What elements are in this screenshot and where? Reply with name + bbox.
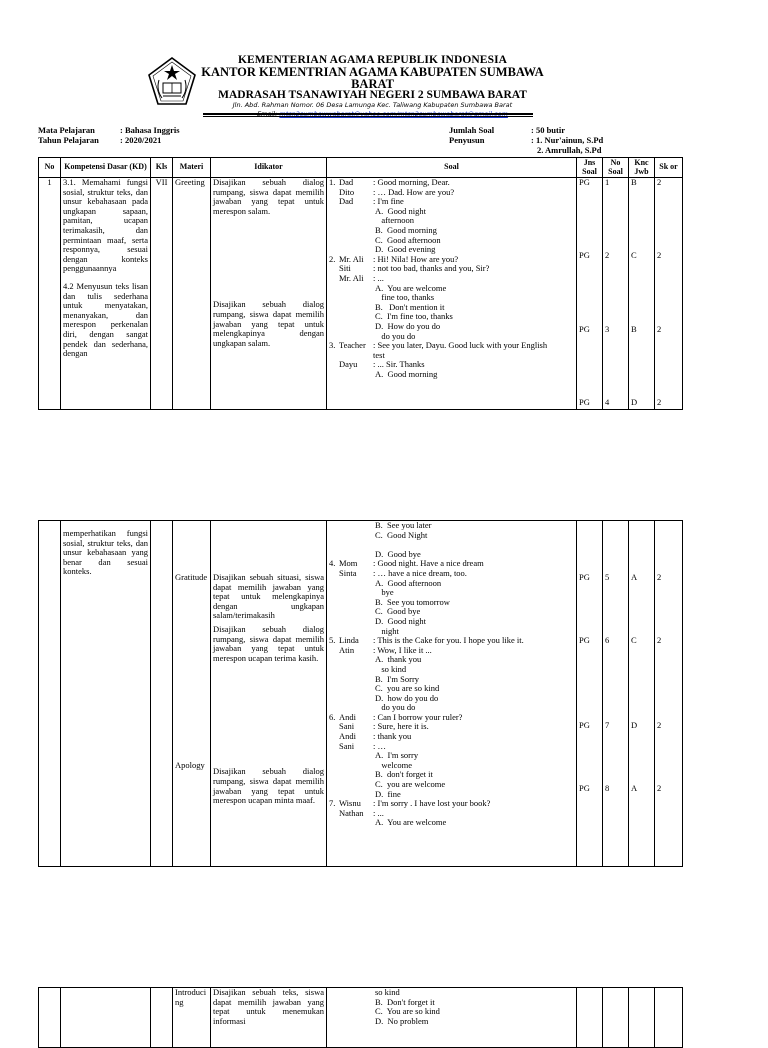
answer-option: A. You are welcome <box>375 817 447 828</box>
answer-key-knc: C <box>631 635 637 645</box>
question-number <box>329 722 339 732</box>
dialog-line <box>329 742 574 752</box>
question-number: 6. <box>329 711 336 722</box>
letterhead <box>200 55 545 119</box>
kd-text-1: 3.1. Memahami fungsi sosial, struktur teks, dan unsur kebahasaan pada ungkapan sapaan, pamitan, ucapan terimakasih, dan permintaan maaf, serta responnya, sesuai dengan konteks penggunaannya <box>63 177 148 274</box>
answer-key-jns: PG <box>579 397 590 407</box>
answer-key-jns: PG <box>579 720 590 730</box>
ministry-title: KEMENTERIAN AGAMA REPUBLIK INDONESIA <box>237 54 508 66</box>
utterance: : … <box>373 740 386 751</box>
dialog-line <box>329 188 574 198</box>
utterance: : Can I borrow your ruler? <box>373 711 463 722</box>
answer-option: B. don't forget it <box>375 769 433 780</box>
indikator-3: Disajikan sebuah dialog rumpang, siswa dapat memilih jawaban yang tepat untuk merespon ucapan minta maaf. <box>213 766 324 806</box>
answer-option: do you do <box>375 702 416 713</box>
utterance: : ... <box>373 807 384 818</box>
question-number <box>329 197 339 207</box>
question-number <box>329 732 339 742</box>
answer-option: bye <box>375 587 394 598</box>
question-block <box>329 178 574 255</box>
table-row <box>39 178 683 410</box>
indikator-1: Disajikan sebuah situasi, siswa dapat memilih jawaban yang tepat untuk melengkapinya dengan ungkapan salam/terimakasih <box>213 572 324 621</box>
indikator-cell <box>211 521 327 867</box>
answer-key-knc: B <box>631 324 637 334</box>
col-indikator: Idikator <box>211 158 327 178</box>
header-row <box>39 158 683 178</box>
materi-gratitude: Gratitude <box>175 572 208 582</box>
question-block <box>329 559 574 636</box>
utterance: : Good night. Have a nice dream <box>373 558 484 569</box>
dialog-line <box>329 646 574 656</box>
office-title: KANTOR KEMENTRIAN AGAMA KABUPATEN SUMBAWA BARAT <box>201 65 544 91</box>
kls-cell <box>151 988 173 1048</box>
question-grid-page2 <box>38 520 683 867</box>
answer-option: B. Don't forget it <box>375 996 435 1007</box>
dialog-line <box>329 713 574 723</box>
utterance: : Hi! Nila! How are you? <box>373 253 459 264</box>
col-soal: Soal <box>327 158 577 178</box>
utterance: : This is the Cake for you. I hope you like it. <box>373 635 524 646</box>
question-number <box>329 742 339 752</box>
speaker: Andi <box>339 731 356 742</box>
answer-key-knc: D <box>631 397 638 407</box>
speaker: Atin <box>339 644 355 655</box>
question-grid-page3 <box>38 987 683 1048</box>
utterance: : thank you <box>373 731 412 742</box>
utterance: : … have a nice dream, too. <box>373 567 467 578</box>
speaker: Dito <box>339 186 355 197</box>
row-number <box>39 988 61 1048</box>
answer-option: B. Good morning <box>375 224 437 235</box>
speaker: Wisnu <box>339 798 361 809</box>
indikator-cell <box>211 178 327 410</box>
utterance: : Sure, here it is. <box>373 721 429 732</box>
kd-cell <box>61 178 151 410</box>
answer-option <box>329 540 574 550</box>
utterance: : I'm fine <box>373 196 404 207</box>
answer-option: A. Good morning <box>375 368 438 379</box>
question-block <box>329 713 574 799</box>
penyusun-2: 2. Amrullah, S.Pd <box>537 145 602 155</box>
answer-option: B. Don't mention it <box>375 301 445 312</box>
answer-option: D. No problem <box>375 1015 429 1026</box>
utterance: test <box>373 349 385 360</box>
answer-option: A. I'm sorry <box>375 750 419 761</box>
answer-key-jns: PG <box>579 250 590 260</box>
header-rule <box>203 113 533 115</box>
utterance: : I'm sorry . I have lost your book? <box>373 798 491 809</box>
answer-option: B. See you tomorrow <box>375 596 450 607</box>
answer-key-no: 4 <box>605 397 610 407</box>
question-grid-page1 <box>38 157 683 410</box>
table-row <box>39 521 683 867</box>
answer-option: D. How do you do <box>375 320 441 331</box>
col-kd: Kompetensi Dasar (KD) <box>61 158 151 178</box>
nosoal-cell <box>603 178 629 410</box>
answer-option: A. Good afternoon <box>375 577 442 588</box>
jns-cell <box>577 178 603 410</box>
dialog-line <box>329 351 574 361</box>
question-number <box>329 809 339 819</box>
speaker: Dayu <box>339 359 358 370</box>
col-knc: Knc Jwb <box>629 158 655 178</box>
answer-key-no: 5 <box>605 572 610 582</box>
answer-option: C. I'm fine too, thanks <box>375 311 453 322</box>
table-row <box>39 988 683 1048</box>
answer-key-jns: PG <box>579 177 590 187</box>
answer-option: C. you are so kind <box>375 683 440 694</box>
soal-cell <box>327 521 577 867</box>
dialog-line <box>329 360 574 370</box>
question-number: 5. <box>329 635 336 646</box>
dialog-line <box>329 732 574 742</box>
utterance: : ... <box>373 272 384 283</box>
col-no: No <box>39 158 61 178</box>
answer-option: C. Good Night <box>375 529 428 540</box>
materi-cell <box>173 521 211 867</box>
answer-key-jns: PG <box>579 783 590 793</box>
email-label: Email: <box>257 110 278 118</box>
answer-option: C. you are welcome <box>375 779 446 790</box>
col-materi: Materi <box>173 158 211 178</box>
speaker: Sani <box>339 721 355 732</box>
answer-option: D. Good evening <box>375 244 436 255</box>
answer-option: D. how do you do <box>375 692 439 703</box>
question-number: 2. <box>329 253 336 264</box>
answer-option: B. See you later <box>375 520 432 530</box>
school-address: Jln. Abd. Rahman Nomor. 06 Desa Lamunga Kec. Taliwang Kabupaten Sumbawa Barat <box>232 101 513 109</box>
speaker: Dad <box>339 196 354 207</box>
answer-option: D. Good night <box>375 615 426 626</box>
knc-cell <box>629 988 655 1048</box>
utterance: : See you later, Dayu. Good luck with your English <box>373 340 548 351</box>
speaker: Mom <box>339 558 358 569</box>
indikator-2: Disajikan sebuah dialog rumpang, siswa dapat memilih jawaban yang tepat untuk merespon ucapan terima kasih. <box>213 623 324 663</box>
dialog-line <box>329 264 574 274</box>
speaker: Mr. Ali <box>339 272 364 283</box>
dialog-line <box>329 274 574 284</box>
speaker: Teacher <box>339 340 366 351</box>
answer-key-knc: A <box>631 572 638 582</box>
col-kls: Kls <box>151 158 173 178</box>
answer-option: D. Good bye <box>375 548 421 559</box>
mapel-value: : Bahasa Inggris <box>120 125 180 135</box>
tahun-label: Tahun Pelajaran <box>38 135 99 145</box>
materi-apology: Apology <box>175 759 205 770</box>
answer-option: A. You are welcome <box>375 282 447 293</box>
info-left <box>38 125 180 145</box>
answer-key-no: 6 <box>605 635 610 645</box>
answer-key-skor: 2 <box>657 397 662 407</box>
answer-key-skor: 2 <box>657 635 662 645</box>
dialog-line <box>329 569 574 579</box>
knc-cell <box>629 521 655 867</box>
dialog-line <box>329 636 574 646</box>
answer-key-skor: 2 <box>657 250 662 260</box>
answer-option: fine too, thanks <box>375 292 435 303</box>
kd-cell: memperhatikan fungsi sosial, struktur teks, dan unsur kebahasaan yang benar dan sesuai konteks. <box>61 521 151 867</box>
speaker: Andi <box>339 711 356 722</box>
answer-key-jns: PG <box>579 324 590 334</box>
question-number <box>329 188 339 198</box>
tahun-value: : 2020/2021 <box>120 135 162 145</box>
question-number <box>329 646 339 656</box>
question-number: 1. <box>329 177 336 187</box>
answer-option: do you do <box>375 330 416 341</box>
answer-key-knc: A <box>631 783 638 793</box>
col-jns: Jns Soal <box>577 158 603 178</box>
answer-key-jns: PG <box>579 572 590 582</box>
answer-option: A. Good night <box>375 205 426 216</box>
utterance: : not too bad, thanks and you, Sir? <box>373 263 490 274</box>
answer-option: A. thank you <box>375 654 422 665</box>
speaker: Dad <box>339 177 354 187</box>
utterance: : Wow, I like it ... <box>373 644 432 655</box>
answer-key-no: 8 <box>605 783 610 793</box>
nosoal-cell <box>603 988 629 1048</box>
school-title: MADRASAH TSANAWIYAH NEGERI 2 SUMBAWA BARAT <box>218 89 527 101</box>
question-number: 7. <box>329 798 336 809</box>
utterance: : … Dad. How are you? <box>373 186 455 197</box>
kls-cell <box>151 521 173 867</box>
question-number: 4. <box>329 558 336 569</box>
answer-key-jns: PG <box>579 635 590 645</box>
skor-cell <box>655 521 683 867</box>
answer-key-knc: C <box>631 250 637 260</box>
penyusun-label: Penyusun <box>449 135 485 145</box>
answer-key-skor: 2 <box>657 324 662 334</box>
question-number <box>329 569 339 579</box>
speaker: Nathan <box>339 807 364 818</box>
kd-cell <box>61 988 151 1048</box>
kemenag-logo-icon <box>146 56 198 108</box>
question-block <box>329 636 574 713</box>
knc-cell <box>629 178 655 410</box>
dialog-line <box>329 799 574 809</box>
skor-cell <box>655 988 683 1048</box>
speaker: Linda <box>339 635 359 646</box>
info-right <box>449 125 603 155</box>
jumlah-label: Jumlah Soal <box>449 125 495 135</box>
answer-key-skor: 2 <box>657 177 662 187</box>
question-number <box>329 264 339 274</box>
question-number: 3. <box>329 340 336 351</box>
answer-key-no: 7 <box>605 720 610 730</box>
indikator-1: Disajikan sebuah dialog rumpang, siswa dapat memilih jawaban yang tepat untuk merespon salam. <box>213 177 324 216</box>
answer-option: so kind <box>375 987 400 997</box>
answer-option: C. You are so kind <box>375 1006 440 1017</box>
speaker: Siti <box>339 263 351 274</box>
jns-cell <box>577 988 603 1048</box>
answer-option: welcome <box>375 759 413 770</box>
answer-option: afternoon <box>375 215 414 226</box>
header-rule-thin <box>203 116 533 117</box>
speaker: Sinta <box>339 567 357 578</box>
mapel-label: Mata Pelajaran <box>38 125 95 135</box>
answer-option: night <box>375 625 399 636</box>
materi-cell: Greeting <box>173 178 211 410</box>
answer-key-skor: 2 <box>657 720 662 730</box>
answer-option: D. fine <box>375 788 401 799</box>
row-number: 1 <box>39 178 61 410</box>
speaker: Sani <box>339 740 355 751</box>
row-number <box>39 521 61 867</box>
penyusun-1: : 1. Nur'ainun, S.Pd <box>531 135 604 145</box>
jns-cell <box>577 521 603 867</box>
utterance: : Good morning, Dear. <box>373 177 450 187</box>
answer-key-no: 3 <box>605 324 610 334</box>
answer-option: C. Good bye <box>375 606 421 617</box>
kd-text-2: 4.2 Menyusun teks lisan dan tulis sederhana untuk menyatakan, menanyakan, dan merespon perkenalan diri, dengan sangat pendek dan sederhana, dengan <box>63 280 148 359</box>
question-number <box>329 351 339 361</box>
skor-cell <box>655 178 683 410</box>
indikator-2: Disajikan sebuah dialog rumpang, siswa dapat memilih jawaban yang tepat untuk melengkapinya dengan ungkapan salam. <box>213 299 324 348</box>
dialog-line <box>329 722 574 732</box>
col-nosoal: No Soal <box>603 158 629 178</box>
email-link[interactable]: mtsn2sumbawwabarat@yahoo.com/mtsn2sumbawabarat@gmail.com <box>279 110 508 118</box>
answer-key-no: 1 <box>605 177 610 187</box>
soal-cell <box>327 988 577 1048</box>
speaker: Mr. Ali <box>339 253 364 264</box>
answer-option: B. I'm Sorry <box>375 673 420 684</box>
utterance: : ... Sir. Thanks <box>373 359 425 370</box>
question-block <box>329 341 574 379</box>
materi-cell: Introducing <box>173 988 211 1048</box>
soal-cell <box>327 178 577 410</box>
dialog-line <box>329 809 574 819</box>
jumlah-value: : 50 butir <box>531 125 565 135</box>
question-block <box>329 799 574 828</box>
kls-cell: VII <box>151 178 173 410</box>
answer-option: so kind <box>375 663 407 674</box>
dialog-line <box>329 341 574 351</box>
question-number <box>329 360 339 370</box>
dialog-line <box>329 197 574 207</box>
answer-key-skor: 2 <box>657 783 662 793</box>
col-skor: Sk or <box>655 158 683 178</box>
nosoal-cell <box>603 521 629 867</box>
answer-key-no: 2 <box>605 250 610 260</box>
answer-key-knc: B <box>631 177 637 187</box>
answer-option: C. Good afternoon <box>375 234 441 245</box>
indikator-cell: Disajikan sebuah teks, siswa dapat memilih jawaban yang tepat untuk menemukan informasi <box>211 988 327 1048</box>
answer-key-skor: 2 <box>657 572 662 582</box>
question-number <box>329 274 339 284</box>
answer-key-knc: D <box>631 720 638 730</box>
question-block <box>329 255 574 341</box>
